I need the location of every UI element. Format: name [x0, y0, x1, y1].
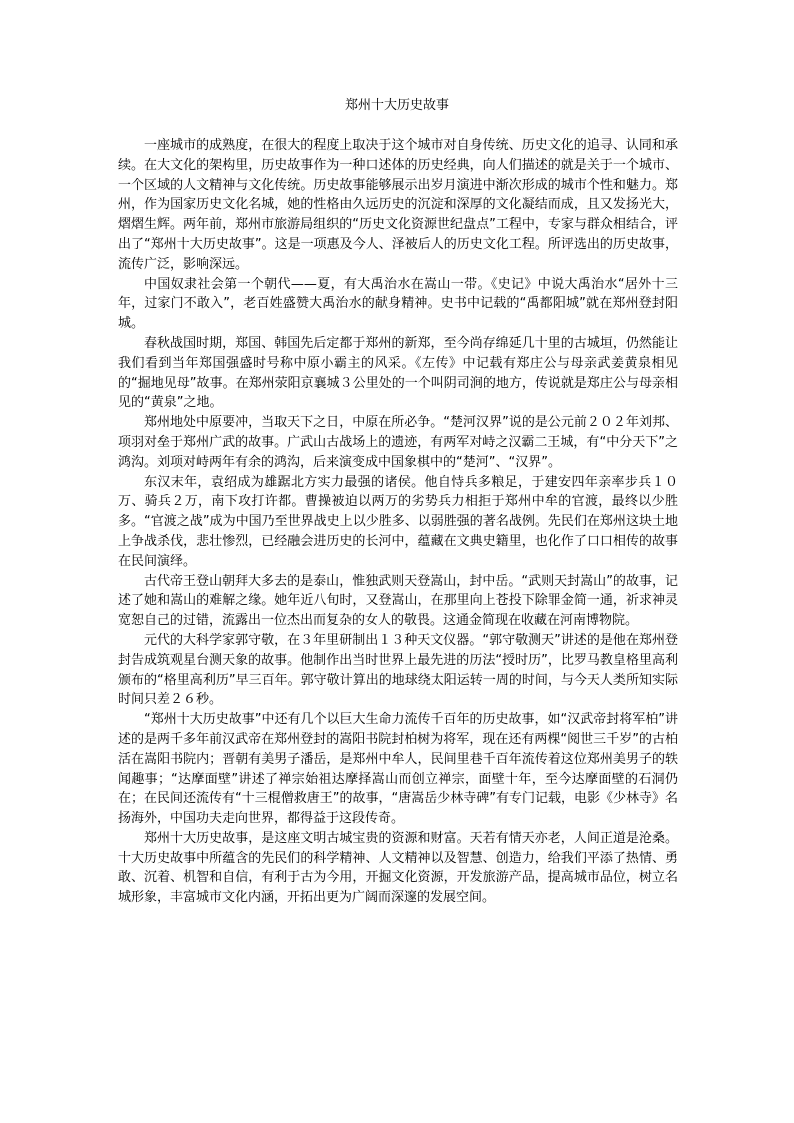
paragraph: 春秋战国时期，郑国、韩国先后定都于郑州的新郑，至今尚存绵延几十里的古城垣，仍然能让我们看到当年郑国强盛时号称中原小霸主的风采。《左传》中记载有郑庄公与母亲武姜黄泉相见的“掘地见母”故事。在郑州荥阳京襄城３公里处的一个叫阴司涧的地方，传说就是郑庄公与母亲相见的“黄泉”之地。: [118, 335, 678, 411]
paragraph: 郑州地处中原要冲，当取天下之日，中原在所必争。“楚河汉界”说的是公元前２０２年刘邦、项羽对垒于郑州广武的故事。广武山古战场上的遗迹，有两军对峙之汉霸二王城，有“中分天下”之鸿沟。刘项对峙两年有余的鸿沟，后来演变成中国象棋中的“楚河”、“汉界”。: [118, 415, 678, 470]
document-title: 郑州十大历史故事: [344, 98, 449, 113]
paragraph: 元代的大科学家郭守敬，在３年里研制出１３种天文仪器。“郭守敬测天”讲述的是他在郑州登封告成筑观星台测天象的故事。他制作出当时世界上最先进的历法“授时历”，比罗马教皇格里高利颁布的“格里高利历”早三百年。郭守敬计算出的地球绕太阳运转一周的时间，与今天人类所知实际时间只差２６秒。: [118, 632, 678, 708]
document-body: [118, 136, 678, 908]
paragraph: 一座城市的成熟度，在很大的程度上取决于这个城市对自身传统、历史文化的追寻、认同和承续。在大文化的架构里，历史故事作为一种口述体的历史经典，向人们描述的就是关于一个城市、一个区域的人文精神与文化传统。历史故事能够展示出岁月演进中渐次形成的城市个性和魅力。郑州，作为国家历史文化名城，她的性格由久远历史的沉淀和深厚的文化凝结而成，且又发扬光大，熠熠生辉。两年前，郑州市旅游局组织的“历史文化资源世纪盘点”工程中，专家与群众相结合，评出了“郑州十大历史故事”。这是一项惠及今人、泽被后人的历史文化工程。所评选出的历史故事，流传广泛，影响深远。: [118, 138, 678, 272]
paragraph: 东汉末年，袁绍成为雄踞北方实力最强的诸侯。他自恃兵多粮足，于建安四年亲率步兵１０万、骑兵２万，南下攻打许都。曹操被迫以两万的劣势兵力相拒于郑州中牟的官渡，最终以少胜多。“官渡之战”成为中国乃至世界战史上以少胜多、以弱胜强的著名战例。先民们在郑州这块土地上争战杀伐，悲壮惨烈，已经融会进历史的长河中，蕴藏在文典史籍里，也化作了口口相传的故事在民间演绎。: [118, 474, 678, 569]
paragraph: “郑州十大历史故事”中还有几个以巨大生命力流传千百年的历史故事，如“汉武帝封将军柏”讲述的是两千多年前汉武帝在郑州登封的嵩阳书院封柏树为将军，现在还有两棵“阅世三千岁”的古柏活在嵩阳书院内；晋朝有美男子潘岳，是郑州中牟人，民间里巷千百年流传着这位郑州美男子的轶闻趣事；“达摩面壁”讲述了禅宗始祖达摩择嵩山而创立禅宗，面壁十年，至今达摩面壁的石洞仍在；在民间还流传有“十三棍僧救唐王”的故事，“唐嵩岳少林寺碑”有专门记载，电影《少林寺》名扬海外，中国功夫走向世界，都得益于这段传奇。: [118, 712, 678, 827]
paragraph: 郑州十大历史故事，是这座文明古城宝贵的资源和财富。天若有情天亦老，人间正道是沧桑。十大历史故事中所蕴含的先民们的科学精神、人文精神以及智慧、创造力，给我们平添了热情、勇敢、沉着、机智和自信，有利于古为今用，开掘文化资源，开发旅游产品，提高城市品位，树立名城形象，丰富城市文化内涵，开拓出更为广阔而深邃的发展空间。: [118, 830, 678, 906]
paragraph: 古代帝王登山朝拜大多去的是泰山，惟独武则天登嵩山，封中岳。“武则天封嵩山”的故事，记述了她和嵩山的难解之缘。她年近八旬时，又登嵩山，在那里向上苍投下除罪金简一通，祈求神灵宽恕自己的过错，流露出一位杰出而复杂的女人的敬畏。这通金简现在收藏在河南博物院。: [118, 573, 678, 629]
paragraph: 中国奴隶社会第一个朝代——夏，有大禹治水在嵩山一带。《史记》中说大禹治水“居外十三年，过家门不敢入”，老百姓盛赞大禹治水的献身精神。史书中记载的“禹都阳城”就在郑州登封阳城。: [118, 276, 678, 332]
